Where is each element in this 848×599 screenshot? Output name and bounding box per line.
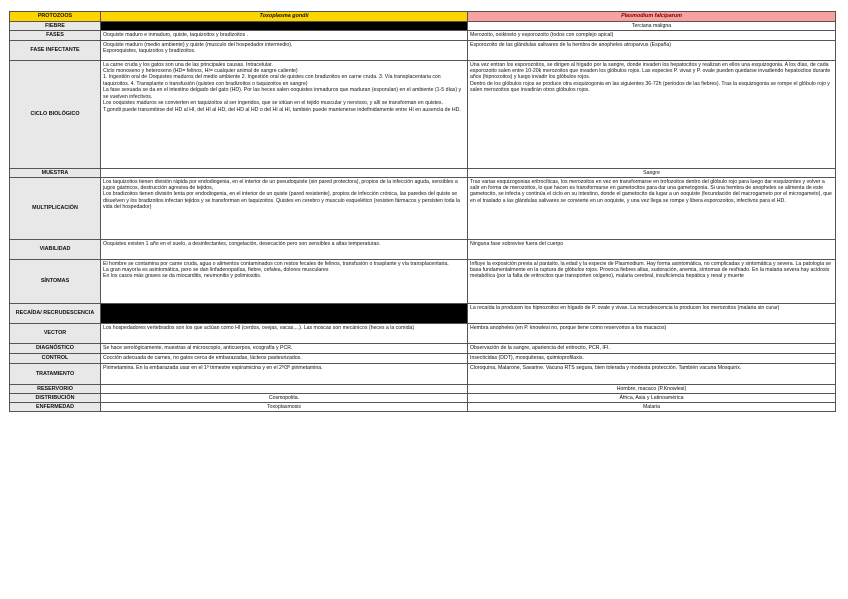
label-recaida: RECAÍDA/ RECRUDESCENCIA [10,304,101,324]
label-control: CONTROL [10,354,101,364]
row-viabilidad [10,240,836,260]
row-distribucion [10,394,836,403]
plas-recaida: La recaída la producen los hipnozoitos en hígado de P. ovale y vivax. La recrudescencia la producen los merozoitos (malaria sin curar) [468,304,836,324]
label-distribucion: DISTRIBUCIÓN [10,394,101,403]
label-muestra: MUESTRA [10,169,101,178]
label-diagnostico: DIAGNÓSTICO [10,344,101,354]
toxo-vector: Los hospedadores vertebrados son los que actúan como HI (cerdos, ovejas, vacas,...). Las moscas son mecánicos (heces a la comida) [101,324,468,344]
text-line: Dentro de los glóbulos rojos se produce otra esquizogonia en las siguientes 36-72h (periodos de las fiebres). Tras la esquizogonia se rompe el glóbulo rojo y salen merozoitos que invadirán otros glóbulos rojos. [470,80,830,94]
text-line: La fase sexuada se da en el intestino delgado del gato (HD). Por las heces salen ooquistes inmaduros que maduran (esporulan) en el ambiente (1-5 días) y se vuelven infectivos. [103,87,462,100]
text-line: Ooquiste maduro (medio ambiente) y quiste (musculo del hospedador intermedio). [103,41,293,48]
text-line: La gran mayoría es asintomática, pero se dan linfadenopatías, fiebre, cefalea, dolores musculares [103,266,329,273]
row-diagnostico [10,344,836,354]
plas-fiebre: Terciana maligna [468,22,836,31]
toxo-enfermedad: Toxoplasmosis [101,403,468,412]
label-fase-infectante: FASE INFECTANTE [10,41,101,61]
header-plasmodium: Plasmodium falciparum [468,12,836,22]
toxo-recaida-empty [101,304,468,324]
text-line: 1. Ingestión oral de Ooquistes maduros del medio ambiente 2. Ingestión oral de quistes con bradizoitos en carne cruda. 3. Vía transplacentaria con taquizoitos. 4. Transplante o transfusión (quistes con bradizoitos o taquizoitos en sangre) [103,74,441,87]
toxo-multiplicacion [101,178,468,240]
text-line: Los ooquistes maduros se convierten en taquizoitos al ser ingeridos, que se sitúan en el tejido muscular y nervioso, y allí se transforman en quistes. [103,100,443,107]
plas-multiplicacion: Tras varias esquizogonias eritrocíticas, los merozoitos en vez en transformarse en trofozoitos dentro del glóbulo rojo para luego dar esquizontes y volver a salir en forma de merozoitos, lo que hacen es transformarse en gametocitos para dar una gametogonia. Si una hembra de anopheles se alimenta de este gametocito, se infecta y continúa el ciclo en su intestino, donde el gametocito da lugar a un ooquiste (fecundación del macrogameto por el microgameto), que en el traslado a las glándulas salivares se convierte en un ooquiste, y una vez llega se rompe y libera esporozoitos, infectivos para el HD. [468,178,836,240]
label-fases: FASES [10,31,101,41]
label-fiebre: FIEBRE [10,22,101,31]
row-enfermedad [10,403,836,412]
plas-fase-infectante: Esporozoito de las glándulas salivares de la hembra de anopheles atroparvus (España) [468,41,836,61]
row-sintomas [10,260,836,304]
row-multiplicacion [10,178,836,240]
document-page [9,11,835,412]
plas-sintomas: Influye la exposición previa al parásito, la edad y la especie de Plasmodium. Hay forma asintomática, no complicadas y sintomática y severa. La patología se basa fundamentalmente en la ruptura de glóbulos rojos. Provoca fiebres altas, sudoración, anemia, síntomas de resfriado. En la malaria severa hay acidosis metabólica (por la falta de eritrocitos que transporten oxígeno), malaria cerebral, insuficiencia hepática y renal y muerte [468,260,836,304]
plas-fases: Merozoito, ooikineto y esporozoito (todos con complejo apical) [468,31,836,41]
text-line: La carne cruda y los gatos son una de las principales causas. Intracelular. [103,61,273,68]
plas-ciclo [468,61,836,169]
row-fases [10,31,836,41]
row-fase-infectante [10,41,836,61]
text-line: En los casos más graves se da miocarditis, neumonitis y polimiositis. [103,273,262,280]
row-tratamiento [10,364,836,385]
row-control [10,354,836,364]
text-line: Los taquizoitos tienen división rápida por endodiogenia, en el interior de un pseudoquiste (sin pared protectora), propios de la infección aguda, sensibles a jugos gástricos, destrucción agresiva de tejidos, [103,178,458,191]
toxo-fiebre-empty [101,22,468,31]
label-enfermedad: ENFERMEDAD [10,403,101,412]
plas-distribucion: África, Asia y Latinoamérica [468,394,836,403]
row-vector [10,324,836,344]
toxo-reservorio-empty [101,385,468,394]
text-line: Los bradizoitos tienen división lenta por endodiogenia, en el interior de un quiste (pared resistente), propios de infección crónica, las paredes del quiste se disuelven y los bradizoitos infectan tejidos y se transforman en taquizoitos. Quistes en cerebro y musculo esquelético (resisten fármacos y persisten toda la vida del hospedador) [103,191,460,211]
row-recaida [10,304,836,324]
toxo-muestra-empty [101,169,468,178]
plas-muestra: Sangre [468,169,836,178]
text-line: Ciclo monoxeno y heteroxeno (HD= felinos, HI= cualquier animal de sangre caliente) [103,67,298,74]
label-multiplicacion: MULTIPLICACIÓN [10,178,101,240]
toxo-fases: Ooquiste maduro e inmaduro, quiste, taquizoitos y bradizoitos . [101,31,468,41]
text-line: Esporoquistes, taquizoitos y bradizoitos. [103,47,196,54]
plas-tratamiento: Cloroquina, Malarone, Savarine. Vacuna RTS segura, bien tolerada y modesta protección. También vacuna Mosquirix. [468,364,836,385]
row-reservorio [10,385,836,394]
toxo-ciclo [101,61,468,169]
text-line: Una vez entran los esporozoitos, se dirigen al hígado por la sangre, donde invaden los hepatocitos y realizan en ellos una esquizogonia. A los días, de cada esporozoito salen entre 10-20k merozoitos que invaden los glóbulos rojos. Las especies P. vivax y P. ovale pueden quedarse invadiendo hepatocitos durante años (hipnozoitos) y luego invadir los glóbulos rojos. [470,61,831,81]
label-tratamiento: TRATAMIENTO [10,364,101,385]
toxo-viabilidad: Ooquistes existen 1 año en el suelo, a desinfectantes, congelación, desecación pero son sensibles a altas temperaturas. [101,240,468,260]
label-ciclo: CICLO BIOLÓGICO [10,61,101,169]
row-fiebre [10,22,836,31]
toxo-tratamiento: Pirimetamina. En la embarazada usar en el 1º trimestre espiramicina y en el 2º/3º pirimetamina. [101,364,468,385]
plas-viabilidad: Ninguna fase sobrevive fuera del cuerpo [468,240,836,260]
plas-diagnostico: Observación de la sangre, apariencia del eritrocito, PCR, IFI. [468,344,836,354]
header-protozoos: PROTOZOOS [10,12,101,22]
plas-enfermedad: Malaria [468,403,836,412]
text-line: T.gondii puede transmitirse del HD al HI, del HI al HD, del HD al HD o del HI al HI, también puede mantenerse indefinidamente entre HI en ausencia de HD. [103,106,461,113]
text-line: El hombre se contamina por carne cruda, agua o alimentos contaminados con restos fecales de felinos, transfusión o trasplante y vía transplacentaria. [103,260,449,267]
toxo-distribucion: Cosmopolita. [101,394,468,403]
row-muestra [10,169,836,178]
toxo-sintomas [101,260,468,304]
plas-reservorio: Hombre, macaco (P.Knowlesi) [468,385,836,394]
toxo-fase-infectante [101,41,468,61]
label-viabilidad: VIABILIDAD [10,240,101,260]
toxo-control: Cocción adecuada de carnes, no gatos cerca de embarazadas, lácteos pasteurizados. [101,354,468,364]
row-ciclo [10,61,836,169]
label-sintomas: SÍNTOMAS [10,260,101,304]
protozoa-comparison-table [9,11,836,412]
plas-control: Insecticidas (DDT), mosquiteras, quimioprofilaxis. [468,354,836,364]
toxo-diagnostico: Se hace serológicamente, muestras al microscopio, anticuerpos, ecografía y PCR. [101,344,468,354]
header-row [10,12,836,22]
plas-vector: Hembra anopheles (en P. knowlesi no, porque tiene como reservorios a los macacos) [468,324,836,344]
label-reservorio: RESERVORIO [10,385,101,394]
label-vector: VECTOR [10,324,101,344]
header-toxoplasma: Toxoplasma gondii [101,12,468,22]
